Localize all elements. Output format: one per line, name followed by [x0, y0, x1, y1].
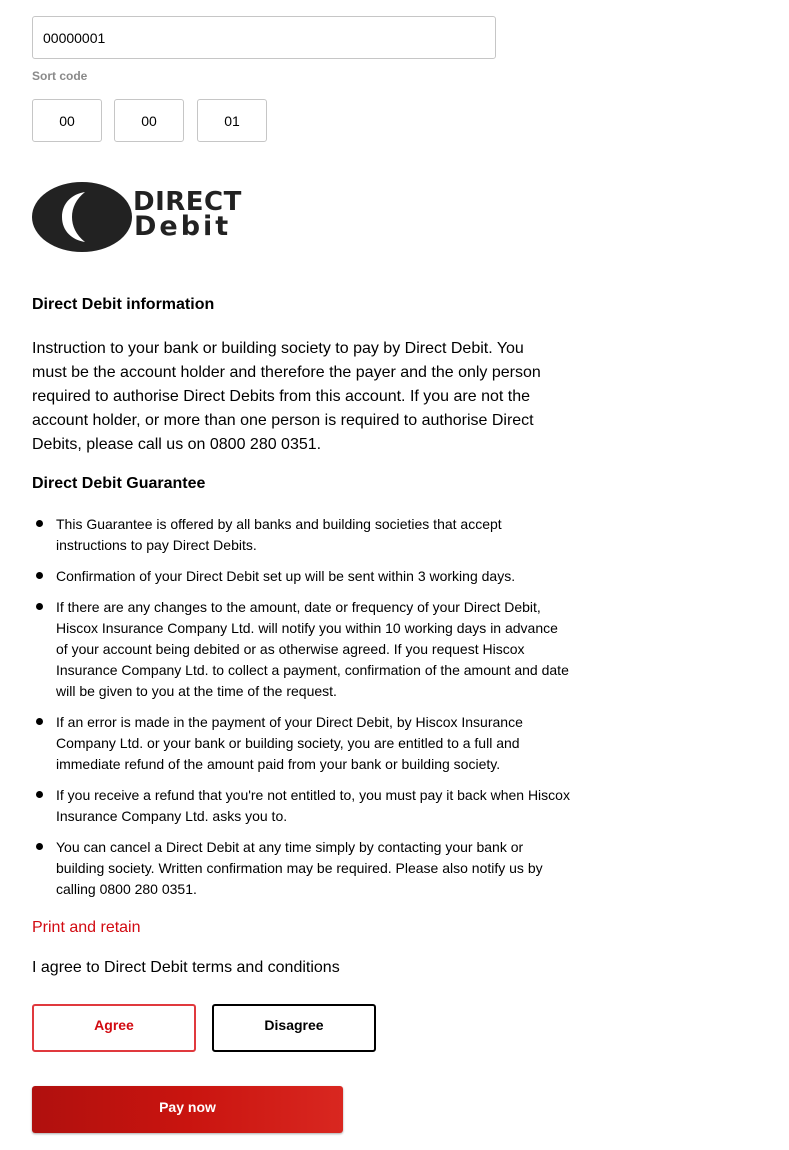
agree-button[interactable]: Agree: [32, 1004, 196, 1052]
direct-debit-logo-mark-icon: [32, 182, 132, 252]
guarantee-item: Confirmation of your Direct Debit set up will be sent within 3 working days.: [32, 566, 572, 587]
guarantee-item: This Guarantee is offered by all banks and building societies that accept instructions to pay Direct Debits.: [32, 514, 572, 556]
guarantee-heading: Direct Debit Guarantee: [32, 475, 206, 492]
account-number-input[interactable]: [32, 16, 496, 59]
guarantee-item: You can cancel a Direct Debit at any time simply by contacting your bank or building society. Written confirmation may be required. Please also notify us by calling 0800 280 0351.: [32, 837, 572, 900]
logo-word-debit: Debit: [134, 211, 232, 242]
logo-word-direct: DIRECT: [133, 187, 242, 217]
info-heading: Direct Debit information: [32, 296, 215, 313]
sort-code-label: Sort code: [32, 69, 88, 83]
sort-code-part-1-input[interactable]: [32, 99, 102, 142]
guarantee-item: If an error is made in the payment of your Direct Debit, by Hiscox Insurance Company Ltd. or your bank or building society, you are entitled to a full and immediate refund of the amount paid from your bank or building society.: [32, 712, 572, 775]
sort-code-part-3-input[interactable]: [197, 99, 267, 142]
sort-code-part-2-input[interactable]: [114, 99, 184, 142]
terms-prompt: I agree to Direct Debit terms and conditions: [32, 959, 340, 976]
guarantee-item: If you receive a refund that you're not entitled to, you must pay it back when Hiscox Insurance Company Ltd. asks you to.: [32, 785, 572, 827]
print-and-retain-link[interactable]: Print and retain: [32, 919, 141, 936]
info-paragraph: Instruction to your bank or building society to pay by Direct Debit. You must be the account holder and therefore the payer and the only person required to authorise Direct Debits from this account. If you are not the account holder, or more than one person is required to authorise Direct Debits, please call us on 0800 280 0351.: [32, 340, 541, 453]
guarantee-list: [32, 514, 572, 910]
guarantee-item: If there are any changes to the amount, date or frequency of your Direct Debit, Hiscox Insurance Company Ltd. will notify you within 10 working days in advance of your account being debited or as otherwise agreed. If you request Hiscox Insurance Company Ltd. to collect a payment, confirmation of the amount and date will be given to you at the time of the request.: [32, 597, 572, 702]
disagree-button[interactable]: Disagree: [212, 1004, 376, 1052]
pay-now-button[interactable]: Pay now: [32, 1086, 343, 1133]
